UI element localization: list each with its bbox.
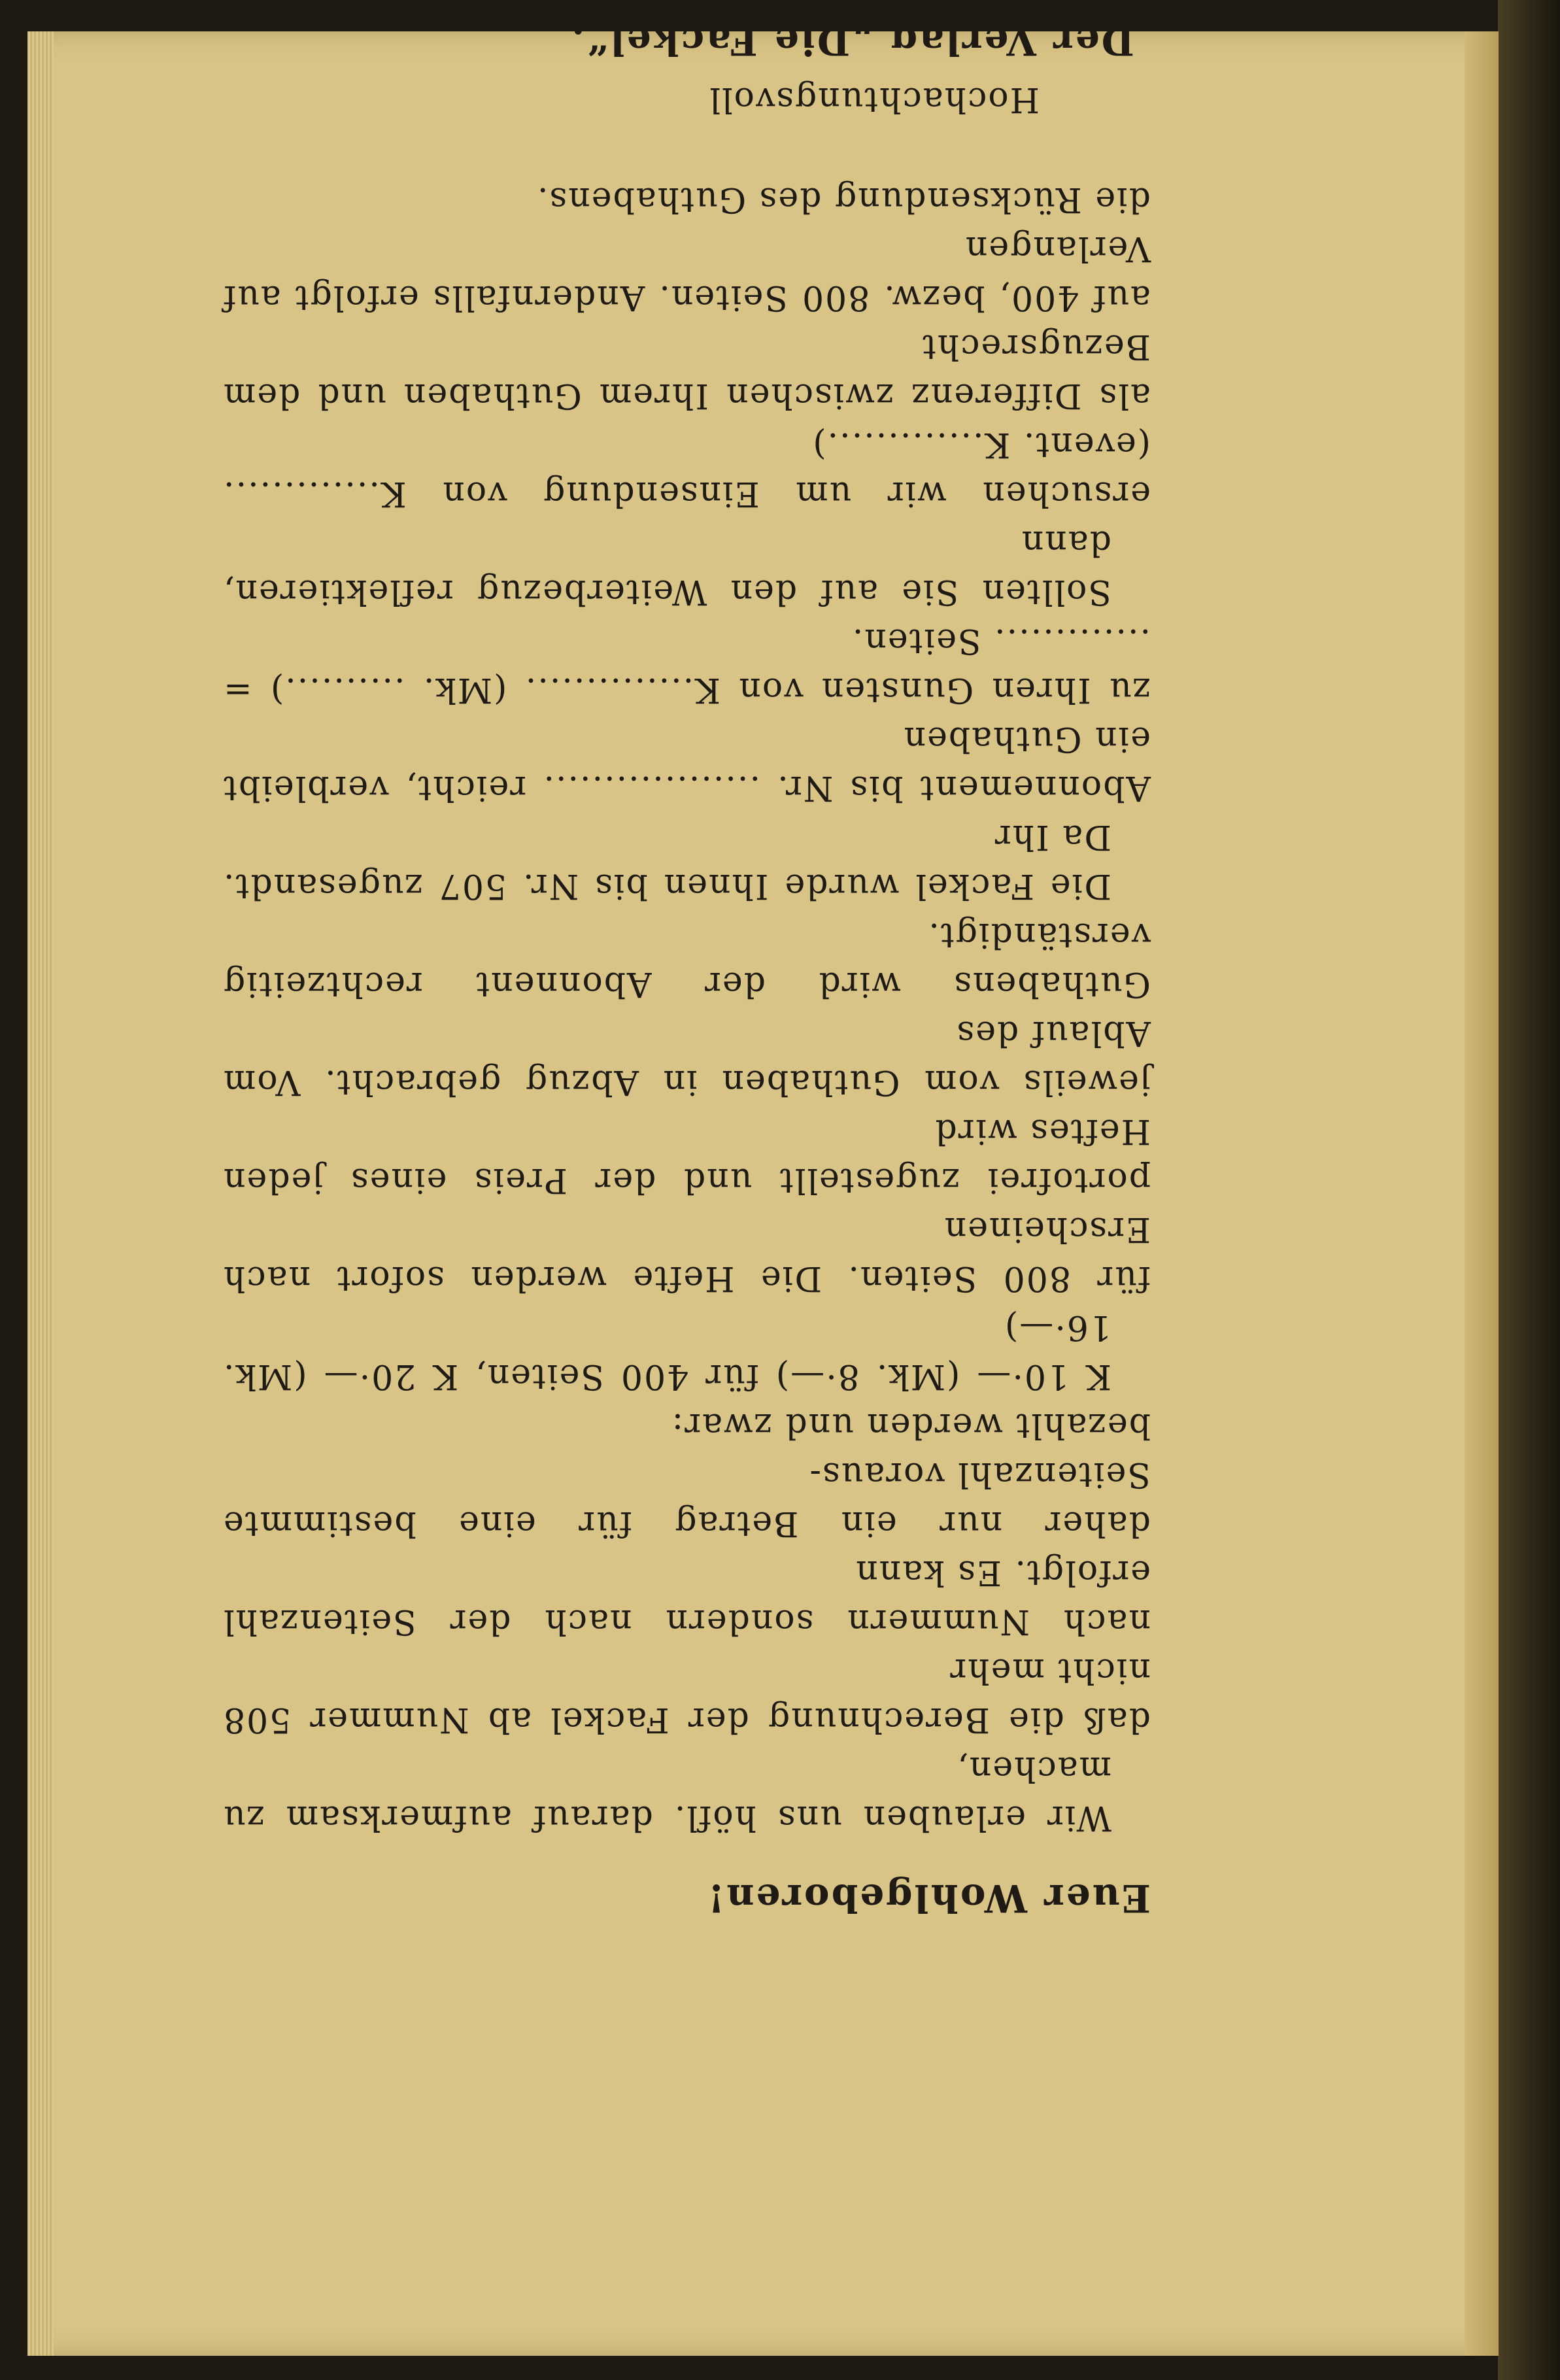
closing: Hochachtungsvoll	[708, 80, 1040, 119]
text-line: Die Fackel wurde Ihnen bis Nr. 507 zugesandt. Da Ihr	[222, 817, 1111, 906]
text-line: daß die Berechnung der Fackel ab Nummer 508 nicht mehr	[222, 1651, 1151, 1739]
paragraph-intro	[222, 1401, 1151, 1842]
paragraph-prices	[222, 910, 1151, 1401]
paragraph-balance	[222, 616, 1151, 910]
text-line: nach Nummern sondern nach der Seitenzahl erfolgt. Es kann	[222, 1553, 1151, 1641]
page-edges-left	[27, 31, 54, 2356]
paragraph-renewal	[222, 175, 1151, 616]
text-line: ersuchen wir um Einsendung von K............. (event. K.............)	[222, 425, 1151, 513]
text-line: Wir erlauben uns höfl. darauf aufmerksam zu machen,	[222, 1749, 1111, 1837]
text-line: portofrei zugestellt und der Preis eines jeden Heftes wird	[222, 1112, 1151, 1200]
text-line: Abonnement bis Nr. .................. reicht, verbleibt ein Guthaben	[222, 719, 1151, 808]
text-line: die Rücksendung des Guthabens.	[536, 180, 1151, 219]
signature: Der Verlag „Die Fackel“.	[569, 19, 1134, 63]
text-line: Guthabens wird der Abonnent rechtzeitig verständigt.	[222, 915, 1151, 1004]
text-line: jeweils vom Guthaben in Abzug gebracht. Vom Ablauf des	[222, 1013, 1151, 1102]
page-edges-right	[1465, 31, 1499, 2356]
text-line: als Differenz zwischen Ihrem Guthaben und dem Bezugsrecht	[222, 327, 1151, 415]
text-line: Sollten Sie auf den Weiterbezug reflektieren, dann	[222, 523, 1111, 611]
text-line: auf 400, bezw. 800 Seiten. Andernfalls erfolgt auf Verlangen	[222, 229, 1151, 317]
salutation: Euer Wohlgeboren!	[705, 1876, 1151, 1920]
text-line: bezahlt werden und zwar:	[670, 1406, 1151, 1445]
text-line: daher nur ein Betrag für eine bestimmte Seitenzahl voraus-	[222, 1455, 1151, 1543]
letter-text-block	[222, 19, 1151, 1922]
text-line: zu Ihren Gunsten von K.............. (Mk. ..........) = ............. Seiten.	[222, 621, 1151, 709]
text-line: für 800 Seiten. Die Hefte werden sofort nach Erscheinen	[222, 1210, 1151, 1298]
book-spine	[1498, 0, 1560, 2380]
text-line: K 10·— (Mk. 8·—) für 400 Seiten, K 20·— (Mk. 16·—)	[222, 1308, 1111, 1396]
